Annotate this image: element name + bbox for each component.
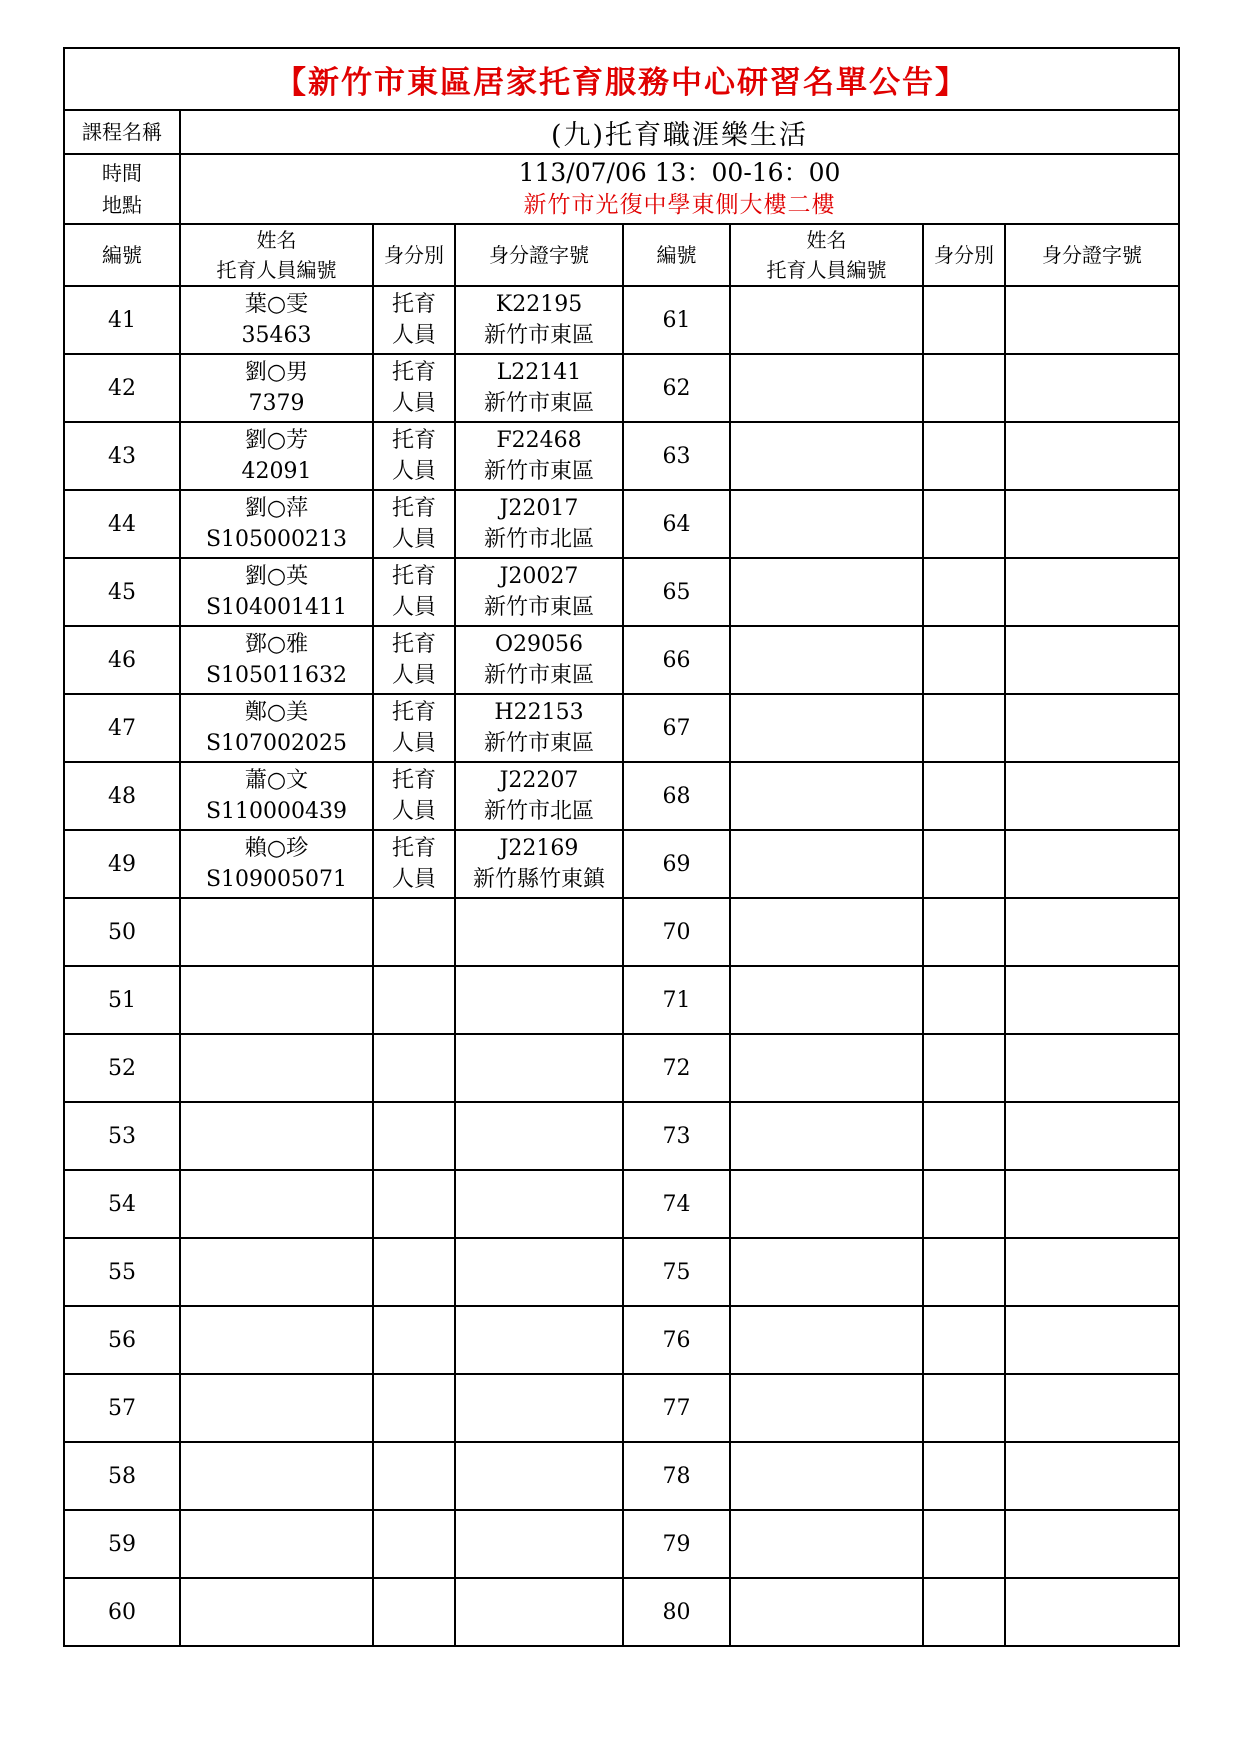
entry-id-right bbox=[1005, 1034, 1179, 1102]
entry-identity bbox=[373, 762, 455, 830]
entry-no-value: 60 bbox=[108, 1599, 136, 1625]
entry-identity-line1: 托育 bbox=[391, 496, 436, 521]
table-row bbox=[64, 694, 1179, 762]
entry-id-right bbox=[1005, 354, 1179, 422]
entry-name-value: 劉○芳 bbox=[244, 428, 309, 453]
entry-name-right bbox=[730, 898, 923, 966]
table-row bbox=[64, 490, 1179, 558]
entry-id-right bbox=[1005, 490, 1179, 558]
entry-id-right bbox=[1005, 1442, 1179, 1510]
entry-no-right-value: 66 bbox=[662, 647, 691, 673]
entry-id-right bbox=[1005, 422, 1179, 490]
entry-no bbox=[64, 966, 180, 1034]
entry-identity-line2: 人員 bbox=[391, 663, 436, 688]
entry-identity-right bbox=[923, 1306, 1005, 1374]
entry-no bbox=[64, 1034, 180, 1102]
table-row bbox=[64, 1374, 1179, 1442]
entry-staff-no: 7379 bbox=[248, 391, 305, 416]
entry-id-no: H22153 bbox=[494, 700, 584, 725]
entry-no-right bbox=[623, 1170, 730, 1238]
entry-identity-right bbox=[923, 1034, 1005, 1102]
entry-district: 新竹市北區 bbox=[483, 799, 594, 824]
entry-identity bbox=[373, 1442, 455, 1510]
entry-no-right bbox=[623, 898, 730, 966]
table-row bbox=[64, 286, 1179, 354]
entry-no-right-value: 78 bbox=[662, 1463, 691, 1489]
entry-no-right bbox=[623, 1306, 730, 1374]
entry-id-right bbox=[1005, 1170, 1179, 1238]
entry-staff-no: S109005071 bbox=[205, 867, 348, 892]
entry-no bbox=[64, 626, 180, 694]
entry-name-right bbox=[730, 762, 923, 830]
entry-identity bbox=[373, 966, 455, 1034]
entry-no-right-value: 70 bbox=[662, 919, 691, 945]
entry-staff-no: S105000213 bbox=[205, 527, 348, 552]
entry-name-right bbox=[730, 626, 923, 694]
entry-identity-line2: 人員 bbox=[391, 527, 436, 552]
entry-no-right-value: 67 bbox=[662, 715, 691, 741]
entry-no-right-value: 69 bbox=[662, 851, 691, 877]
entry-no-right-value: 74 bbox=[662, 1191, 691, 1217]
entry-no-value: 56 bbox=[108, 1327, 136, 1353]
entry-identity-line2: 人員 bbox=[391, 595, 436, 620]
entry-no-value: 51 bbox=[108, 987, 136, 1013]
entry-no-value: 41 bbox=[108, 307, 136, 333]
table-row bbox=[64, 1578, 1179, 1646]
entry-name bbox=[180, 1442, 373, 1510]
entry-no-value: 57 bbox=[108, 1395, 136, 1421]
entry-no bbox=[64, 762, 180, 830]
entry-name bbox=[180, 1306, 373, 1374]
entry-district: 新竹市東區 bbox=[483, 595, 594, 620]
entry-no bbox=[64, 286, 180, 354]
entry-identity-right bbox=[923, 966, 1005, 1034]
entry-no bbox=[64, 1578, 180, 1646]
entry-no-right bbox=[623, 558, 730, 626]
entry-id bbox=[455, 762, 623, 830]
entry-identity-line2: 人員 bbox=[391, 867, 436, 892]
entry-id bbox=[455, 1034, 623, 1102]
entry-no bbox=[64, 422, 180, 490]
entry-id bbox=[455, 354, 623, 422]
header-staff-no-label-right: 托育人員編號 bbox=[766, 258, 887, 282]
entry-id bbox=[455, 1442, 623, 1510]
entry-no-right-value: 62 bbox=[662, 375, 691, 401]
entry-id-no: J22207 bbox=[499, 768, 579, 793]
page-title: 【新竹市東區居家托育服務中心研習名單公告】 bbox=[64, 48, 1179, 110]
entry-no bbox=[64, 1374, 180, 1442]
entry-id-right bbox=[1005, 558, 1179, 626]
entry-district: 新竹市東區 bbox=[483, 459, 594, 484]
entry-no-right bbox=[623, 422, 730, 490]
entry-id-right bbox=[1005, 966, 1179, 1034]
entry-id bbox=[455, 626, 623, 694]
entry-no-right bbox=[623, 1578, 730, 1646]
entry-name-right bbox=[730, 1510, 923, 1578]
entry-id-no: L22141 bbox=[496, 360, 582, 385]
entry-id bbox=[455, 694, 623, 762]
entry-identity-right bbox=[923, 286, 1005, 354]
entry-no-value: 45 bbox=[108, 579, 136, 605]
entry-name bbox=[180, 1034, 373, 1102]
entry-no-right-value: 72 bbox=[662, 1055, 691, 1081]
entry-identity bbox=[373, 1578, 455, 1646]
entry-id-right bbox=[1005, 1510, 1179, 1578]
entry-id-no: F22468 bbox=[496, 428, 582, 453]
entry-identity bbox=[373, 490, 455, 558]
table-row bbox=[64, 422, 1179, 490]
entry-no-right bbox=[623, 966, 730, 1034]
entry-no-right bbox=[623, 490, 730, 558]
header-name-label: 姓名 bbox=[256, 228, 297, 252]
entry-identity-right bbox=[923, 354, 1005, 422]
entry-name bbox=[180, 626, 373, 694]
entry-id-right bbox=[1005, 762, 1179, 830]
entry-no bbox=[64, 558, 180, 626]
header-name-label-right: 姓名 bbox=[806, 228, 847, 252]
header-id-no: 身分證字號 bbox=[455, 224, 623, 286]
course-place: 新竹市光復中學東側大樓二樓 bbox=[523, 192, 836, 218]
entry-no-right-value: 80 bbox=[662, 1599, 691, 1625]
entry-identity-right bbox=[923, 1578, 1005, 1646]
entry-no-right bbox=[623, 830, 730, 898]
entry-staff-no: 42091 bbox=[241, 459, 312, 484]
entry-no-value: 58 bbox=[108, 1463, 136, 1489]
table-row bbox=[64, 762, 1179, 830]
entry-no-right-value: 68 bbox=[662, 783, 691, 809]
roster-table bbox=[63, 47, 1180, 1647]
entry-id-right bbox=[1005, 626, 1179, 694]
entry-identity bbox=[373, 694, 455, 762]
entry-staff-no: 35463 bbox=[241, 323, 312, 348]
entry-identity-right bbox=[923, 1170, 1005, 1238]
entry-identity-right bbox=[923, 898, 1005, 966]
entry-id-no: J22017 bbox=[499, 496, 579, 521]
time-label: 時間 bbox=[102, 161, 142, 185]
entry-identity-right bbox=[923, 1102, 1005, 1170]
entry-no bbox=[64, 1102, 180, 1170]
entry-id bbox=[455, 286, 623, 354]
entry-identity-line2: 人員 bbox=[391, 731, 436, 756]
entry-no-right bbox=[623, 1102, 730, 1170]
entry-id-right bbox=[1005, 694, 1179, 762]
entry-name-right bbox=[730, 694, 923, 762]
table-row bbox=[64, 1306, 1179, 1374]
entry-no-right-value: 64 bbox=[662, 511, 691, 537]
entry-no bbox=[64, 490, 180, 558]
entry-identity-right bbox=[923, 558, 1005, 626]
table-row bbox=[64, 1510, 1179, 1578]
entry-name-right bbox=[730, 1442, 923, 1510]
entry-name bbox=[180, 354, 373, 422]
entry-name-right bbox=[730, 1578, 923, 1646]
entry-no-right-value: 65 bbox=[662, 579, 691, 605]
entry-id bbox=[455, 898, 623, 966]
entry-no bbox=[64, 1510, 180, 1578]
entry-name bbox=[180, 1510, 373, 1578]
entry-no-value: 52 bbox=[108, 1055, 136, 1081]
entry-no bbox=[64, 354, 180, 422]
entry-id bbox=[455, 1374, 623, 1442]
entry-identity bbox=[373, 1306, 455, 1374]
table-row bbox=[64, 1238, 1179, 1306]
entry-name-value: 鄭○美 bbox=[244, 700, 309, 725]
entry-name-right bbox=[730, 830, 923, 898]
entry-id bbox=[455, 966, 623, 1034]
entry-name bbox=[180, 1374, 373, 1442]
entry-name bbox=[180, 1170, 373, 1238]
entry-no-value: 48 bbox=[108, 783, 136, 809]
entry-no-value: 54 bbox=[108, 1191, 136, 1217]
entry-name-value: 蕭○文 bbox=[244, 768, 309, 793]
entry-identity bbox=[373, 1510, 455, 1578]
entry-no-value: 42 bbox=[108, 375, 136, 401]
entry-name bbox=[180, 422, 373, 490]
header-staff-no-label: 托育人員編號 bbox=[216, 258, 337, 282]
entry-no bbox=[64, 830, 180, 898]
entry-identity bbox=[373, 626, 455, 694]
header-identity: 身分別 bbox=[373, 224, 455, 286]
entry-no bbox=[64, 1306, 180, 1374]
entry-identity-line1: 托育 bbox=[391, 700, 436, 725]
entry-no-right-value: 79 bbox=[662, 1531, 691, 1557]
entry-identity bbox=[373, 898, 455, 966]
entry-id bbox=[455, 830, 623, 898]
entry-id bbox=[455, 558, 623, 626]
entry-no-value: 47 bbox=[108, 715, 136, 741]
entry-no-right-value: 71 bbox=[662, 987, 691, 1013]
entry-id-right bbox=[1005, 1102, 1179, 1170]
entry-name bbox=[180, 762, 373, 830]
entry-identity-line2: 人員 bbox=[391, 391, 436, 416]
entry-id-no: J22169 bbox=[499, 836, 579, 861]
entry-name-right bbox=[730, 558, 923, 626]
entry-district: 新竹市東區 bbox=[483, 731, 594, 756]
entry-id-no: O29056 bbox=[494, 632, 584, 657]
entry-no-value: 50 bbox=[108, 919, 136, 945]
entry-name bbox=[180, 1102, 373, 1170]
entry-id-right bbox=[1005, 1578, 1179, 1646]
entry-district: 新竹市東區 bbox=[483, 663, 594, 688]
entry-staff-no: S105011632 bbox=[205, 663, 348, 688]
entry-id-no: J20027 bbox=[499, 564, 579, 589]
table-row bbox=[64, 1102, 1179, 1170]
entry-name-value: 鄧○雅 bbox=[244, 632, 309, 657]
entry-no-right bbox=[623, 1510, 730, 1578]
entry-identity-line1: 托育 bbox=[391, 564, 436, 589]
entry-identity-line1: 托育 bbox=[391, 632, 436, 657]
entry-no-right-value: 75 bbox=[662, 1259, 691, 1285]
entry-name-right bbox=[730, 422, 923, 490]
entry-no-right bbox=[623, 694, 730, 762]
entry-staff-no: S110000439 bbox=[205, 799, 348, 824]
entry-identity-right bbox=[923, 1238, 1005, 1306]
entry-identity-line2: 人員 bbox=[391, 459, 436, 484]
entry-name-right bbox=[730, 490, 923, 558]
header-no-right: 編號 bbox=[623, 224, 730, 286]
entry-id bbox=[455, 490, 623, 558]
entry-name bbox=[180, 490, 373, 558]
entry-identity bbox=[373, 558, 455, 626]
entry-identity-right bbox=[923, 830, 1005, 898]
entry-id bbox=[455, 1238, 623, 1306]
entry-identity-right bbox=[923, 1442, 1005, 1510]
entry-id-right bbox=[1005, 898, 1179, 966]
table-row bbox=[64, 1034, 1179, 1102]
entry-no-right bbox=[623, 1238, 730, 1306]
table-row bbox=[64, 558, 1179, 626]
entry-no-right-value: 63 bbox=[662, 443, 691, 469]
entry-name-right bbox=[730, 1238, 923, 1306]
entry-id bbox=[455, 1510, 623, 1578]
entry-no-right-value: 77 bbox=[662, 1395, 691, 1421]
entry-id-no: K22195 bbox=[495, 292, 583, 317]
entry-identity bbox=[373, 286, 455, 354]
table-row bbox=[64, 966, 1179, 1034]
entry-no bbox=[64, 694, 180, 762]
entry-identity-line1: 托育 bbox=[391, 292, 436, 317]
entry-no bbox=[64, 1170, 180, 1238]
course-label: 課程名稱 bbox=[64, 110, 180, 154]
entry-name-right bbox=[730, 1374, 923, 1442]
entry-district: 新竹市東區 bbox=[483, 391, 594, 416]
entry-no-value: 55 bbox=[108, 1259, 136, 1285]
entry-name-right bbox=[730, 1034, 923, 1102]
entry-no-right-value: 76 bbox=[662, 1327, 691, 1353]
entry-staff-no: S107002025 bbox=[205, 731, 348, 756]
entry-no-value: 46 bbox=[108, 647, 136, 673]
header-identity-right: 身分別 bbox=[923, 224, 1005, 286]
entry-identity-line1: 托育 bbox=[391, 360, 436, 385]
entry-name-right bbox=[730, 966, 923, 1034]
entry-name-value: 葉○雯 bbox=[244, 292, 309, 317]
entry-identity bbox=[373, 1102, 455, 1170]
entry-identity-right bbox=[923, 490, 1005, 558]
entry-name-right bbox=[730, 1306, 923, 1374]
entry-name bbox=[180, 898, 373, 966]
entry-identity bbox=[373, 1374, 455, 1442]
entry-id-right bbox=[1005, 1238, 1179, 1306]
entry-name-value: 劉○萍 bbox=[244, 496, 309, 521]
entry-no-right-value: 73 bbox=[662, 1123, 691, 1149]
entry-id bbox=[455, 1578, 623, 1646]
entry-name-right bbox=[730, 1102, 923, 1170]
entry-id-right bbox=[1005, 830, 1179, 898]
entry-identity bbox=[373, 1034, 455, 1102]
entry-id-right bbox=[1005, 1306, 1179, 1374]
entry-identity bbox=[373, 830, 455, 898]
entry-no-right bbox=[623, 1034, 730, 1102]
column-header-row bbox=[64, 224, 1179, 286]
table-row bbox=[64, 354, 1179, 422]
entry-no-right bbox=[623, 1374, 730, 1442]
course-name: (九)托育職涯樂生活 bbox=[180, 110, 1179, 154]
entry-name bbox=[180, 966, 373, 1034]
entry-identity-line2: 人員 bbox=[391, 323, 436, 348]
entry-identity bbox=[373, 1238, 455, 1306]
entry-name-value: 賴○珍 bbox=[244, 836, 309, 861]
table-row bbox=[64, 1442, 1179, 1510]
entry-id bbox=[455, 1170, 623, 1238]
schedule-labels bbox=[64, 154, 180, 224]
entry-no-right bbox=[623, 1442, 730, 1510]
header-name bbox=[180, 224, 373, 286]
entry-name-right bbox=[730, 1170, 923, 1238]
entry-name bbox=[180, 1578, 373, 1646]
entry-no bbox=[64, 1238, 180, 1306]
entry-identity-right bbox=[923, 694, 1005, 762]
entry-identity-right bbox=[923, 762, 1005, 830]
place-label: 地點 bbox=[102, 193, 142, 217]
entry-identity-line2: 人員 bbox=[391, 799, 436, 824]
entry-name-value: 劉○男 bbox=[244, 360, 309, 385]
schedule-values bbox=[180, 154, 1179, 224]
entry-identity-right bbox=[923, 1510, 1005, 1578]
entry-no bbox=[64, 898, 180, 966]
entry-identity-right bbox=[923, 626, 1005, 694]
entry-id bbox=[455, 422, 623, 490]
table-row bbox=[64, 898, 1179, 966]
entry-name bbox=[180, 694, 373, 762]
entry-district: 新竹縣竹東鎮 bbox=[472, 867, 605, 892]
entry-name bbox=[180, 558, 373, 626]
entry-identity-right bbox=[923, 1374, 1005, 1442]
entry-identity-right bbox=[923, 422, 1005, 490]
entry-no-value: 53 bbox=[108, 1123, 136, 1149]
entry-name-value: 劉○英 bbox=[244, 564, 309, 589]
entry-identity-line1: 托育 bbox=[391, 836, 436, 861]
entry-no-right bbox=[623, 762, 730, 830]
entry-name bbox=[180, 830, 373, 898]
table-row bbox=[64, 1170, 1179, 1238]
entry-no-value: 44 bbox=[108, 511, 136, 537]
entry-id-right bbox=[1005, 1374, 1179, 1442]
entry-no-value: 43 bbox=[108, 443, 136, 469]
entry-name-right bbox=[730, 354, 923, 422]
table-row bbox=[64, 830, 1179, 898]
entry-no bbox=[64, 1442, 180, 1510]
entry-staff-no: S104001411 bbox=[205, 595, 348, 620]
entry-identity bbox=[373, 1170, 455, 1238]
header-no: 編號 bbox=[64, 224, 180, 286]
entry-identity bbox=[373, 354, 455, 422]
header-name-right bbox=[730, 224, 923, 286]
entry-name bbox=[180, 286, 373, 354]
entry-no-right bbox=[623, 354, 730, 422]
entry-name-right bbox=[730, 286, 923, 354]
entry-name bbox=[180, 1238, 373, 1306]
entry-no-right bbox=[623, 286, 730, 354]
entry-no-right bbox=[623, 626, 730, 694]
entry-id-right bbox=[1005, 286, 1179, 354]
course-time: 113/07/06 13：00-16：00 bbox=[518, 158, 841, 187]
entry-no-value: 49 bbox=[108, 851, 136, 877]
entry-identity bbox=[373, 422, 455, 490]
entry-no-value: 59 bbox=[108, 1531, 136, 1557]
entry-district: 新竹市東區 bbox=[483, 323, 594, 348]
header-id-no-right: 身分證字號 bbox=[1005, 224, 1179, 286]
entry-district: 新竹市北區 bbox=[483, 527, 594, 552]
table-row bbox=[64, 626, 1179, 694]
entry-identity-line1: 托育 bbox=[391, 428, 436, 453]
entry-id bbox=[455, 1306, 623, 1374]
entry-identity-line1: 托育 bbox=[391, 768, 436, 793]
entry-id bbox=[455, 1102, 623, 1170]
entry-no-right-value: 61 bbox=[662, 307, 691, 333]
